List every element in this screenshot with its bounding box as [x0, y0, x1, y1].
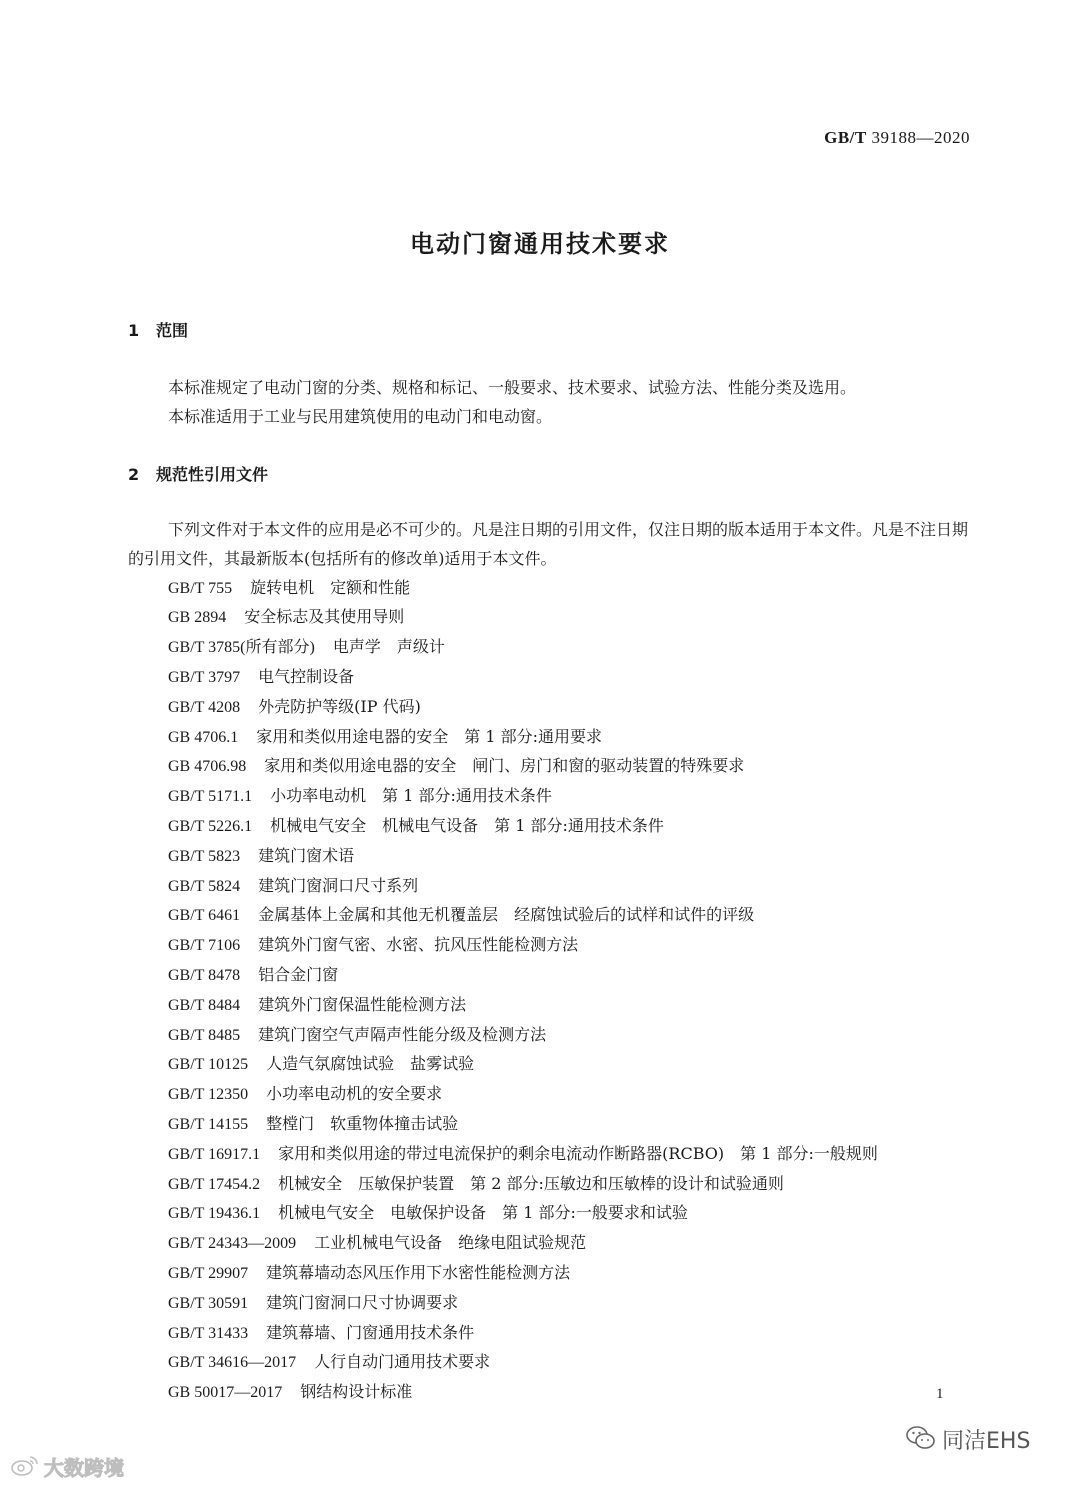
reference-item: [128, 574, 970, 604]
section-title: 范围: [156, 321, 189, 340]
watermark-left-text: 大数跨境: [44, 1456, 124, 1480]
scope-paragraph: 本标准规定了电动门窗的分类、规格和标记、一般要求、技术要求、试验方法、性能分类及选用。: [168, 378, 857, 397]
reference-item: [128, 723, 970, 753]
reference-title: 建筑幕墙、门窗通用技术条件: [266, 1322, 475, 1342]
reference-code: GB/T 755: [168, 579, 233, 597]
reference-code: GB/T 34616—2017: [168, 1354, 297, 1372]
reference-title: 建筑门窗空气声隔声性能分级及检测方法: [258, 1024, 547, 1044]
reference-title: 钢结构设计标准: [300, 1382, 413, 1402]
reference-title: 建筑外门窗保温性能检测方法: [258, 994, 467, 1014]
wechat-icon: [906, 1425, 936, 1455]
reference-title: 金属基体上金属和其他无机覆盖层 经腐蚀试验后的试样和试件的评级: [258, 905, 755, 925]
reference-code: GB/T 31433: [168, 1324, 249, 1342]
reference-item: [128, 663, 970, 693]
reference-item: [128, 1348, 970, 1378]
section-heading-references: [128, 462, 268, 485]
section-heading-scope: [128, 318, 188, 341]
weibo-icon: [10, 1453, 40, 1481]
page-number: 1: [936, 1386, 944, 1402]
reference-item: [128, 991, 970, 1021]
reference-item: [128, 1050, 970, 1080]
reference-title: 机械电气安全 机械电气设备 第 1 部分:通用技术条件: [270, 815, 664, 835]
reference-code: GB/T 5824: [168, 877, 241, 895]
reference-item: [128, 931, 970, 961]
reference-code: GB 50017—2017: [168, 1384, 283, 1402]
reference-code: GB/T 10125: [168, 1056, 249, 1074]
reference-code: GB/T 8478: [168, 966, 241, 984]
standard-prefix: GB/T: [824, 128, 867, 147]
section-number: 2: [128, 465, 140, 484]
reference-item: [128, 842, 970, 872]
reference-code: GB/T 29907: [168, 1264, 249, 1282]
reference-title: 安全标志及其使用导则: [244, 607, 405, 627]
reference-item: [128, 1170, 970, 1200]
reference-code: GB/T 24343—2009: [168, 1235, 297, 1253]
reference-item: [128, 1229, 970, 1259]
reference-title: 电声学 声级计: [332, 637, 445, 657]
reference-item: [128, 752, 970, 782]
reference-code: GB/T 8484: [168, 996, 241, 1014]
reference-title: 家用和类似用途的带过电流保护的剩余电流动作断路器(RCBO) 第 1 部分:一般规则: [278, 1143, 878, 1163]
watermark-right: [906, 1424, 1030, 1455]
reference-title: 家用和类似用途电器的安全 闸门、房门和窗的驱动装置的特殊要求: [264, 756, 745, 776]
reference-item: [128, 603, 970, 633]
reference-code: GB/T 3785(所有部分): [168, 639, 315, 657]
reference-code: GB/T 8485: [168, 1026, 241, 1044]
reference-title: 建筑幕墙动态风压作用下水密性能检测方法: [266, 1262, 571, 1282]
reference-title: 小功率电动机的安全要求: [266, 1084, 443, 1104]
reference-title: 整樘门 软重物体撞击试验: [266, 1113, 459, 1133]
reference-item: [128, 961, 970, 991]
reference-title: 机械安全 压敏保护装置 第 2 部分:压敏边和压敏棒的设计和试验通则: [278, 1173, 784, 1193]
reference-title: 人行自动门通用技术要求: [314, 1352, 491, 1372]
reference-title: 铝合金门窗: [258, 964, 339, 984]
reference-list: [128, 574, 970, 1408]
reference-title: 外壳防护等级(IP 代码): [258, 696, 421, 716]
reference-item: [128, 1199, 970, 1229]
reference-title: 机械电气安全 电敏保护设备 第 1 部分:一般要求和试验: [278, 1203, 688, 1223]
reference-code: GB/T 3797: [168, 668, 241, 686]
reference-item: [128, 901, 970, 931]
reference-title: 建筑门窗洞口尺寸协调要求: [266, 1292, 459, 1312]
reference-title: 建筑门窗洞口尺寸系列: [258, 875, 419, 895]
reference-code: GB/T 19436.1: [168, 1205, 261, 1223]
references-intro: 下列文件对于本文件的应用是必不可少的。凡是注日期的引用文件，仅注日期的版本适用于本文件。凡是不注日期的引用文件，其最新版本(包括所有的修改单)适用于本文件。: [128, 520, 969, 568]
reference-item: [128, 1259, 970, 1289]
references-body: [128, 516, 970, 1408]
scope-paragraph: 本标准适用于工业与民用建筑使用的电动门和电动窗。: [168, 407, 553, 426]
reference-code: GB/T 30591: [168, 1294, 249, 1312]
standard-number: 39188—2020: [871, 128, 970, 147]
reference-item: [128, 1021, 970, 1051]
reference-code: GB 4706.98: [168, 758, 247, 776]
reference-code: GB/T 5823: [168, 847, 241, 865]
reference-title: 电气控制设备: [258, 666, 355, 686]
reference-code: GB/T 14155: [168, 1115, 249, 1133]
reference-code: GB/T 12350: [168, 1086, 249, 1104]
watermark-left: [10, 1452, 124, 1481]
reference-item: [128, 872, 970, 902]
reference-item: [128, 1140, 970, 1170]
reference-title: 家用和类似用途电器的安全 第 1 部分:通用要求: [256, 726, 602, 746]
watermark-right-text: 同洁EHS: [942, 1429, 1031, 1454]
reference-item: [128, 693, 970, 723]
reference-title: 工业机械电气设备 绝缘电阻试验规范: [314, 1233, 587, 1253]
reference-code: GB/T 5171.1: [168, 788, 253, 806]
reference-code: GB/T 6461: [168, 907, 241, 925]
reference-code: GB/T 17454.2: [168, 1175, 261, 1193]
reference-code: GB 4706.1: [168, 728, 239, 746]
standard-number-header: [824, 128, 970, 148]
reference-code: GB/T 16917.1: [168, 1145, 261, 1163]
reference-title: 建筑门窗术语: [258, 845, 355, 865]
reference-item: [128, 812, 970, 842]
reference-title: 人造气氛腐蚀试验 盐雾试验: [266, 1054, 475, 1074]
reference-item: [128, 1378, 970, 1408]
reference-item: [128, 1080, 970, 1110]
document-title: 电动门窗通用技术要求: [410, 230, 670, 258]
section-title: 规范性引用文件: [156, 465, 269, 484]
reference-title: 小功率电动机 第 1 部分:通用技术条件: [270, 786, 552, 806]
reference-item: [128, 633, 970, 663]
scope-body: [128, 373, 970, 431]
reference-title: 建筑外门窗气密、水密、抗风压性能检测方法: [258, 935, 579, 955]
reference-item: [128, 1319, 970, 1349]
reference-item: [128, 782, 970, 812]
reference-item: [128, 1110, 970, 1140]
reference-code: GB/T 7106: [168, 937, 241, 955]
reference-code: GB/T 4208: [168, 698, 241, 716]
reference-code: GB 2894: [168, 609, 227, 627]
reference-item: [128, 1289, 970, 1319]
section-number: 1: [128, 321, 140, 340]
reference-title: 旋转电机 定额和性能: [250, 577, 411, 597]
reference-code: GB/T 5226.1: [168, 817, 253, 835]
